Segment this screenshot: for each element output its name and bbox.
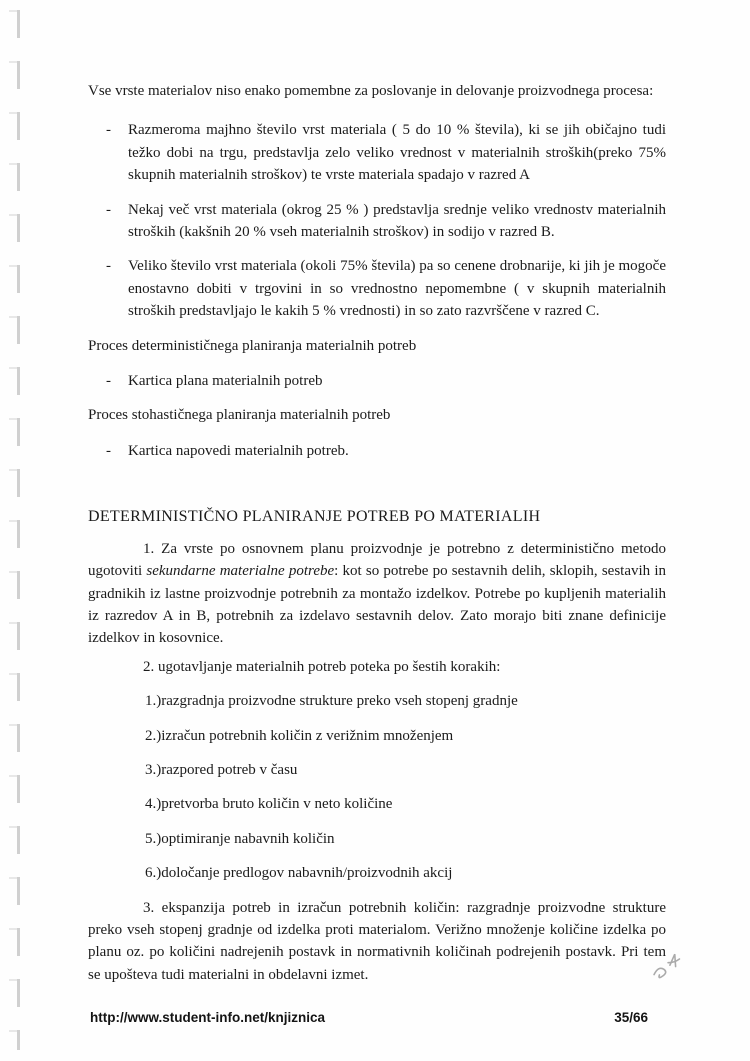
bullet-dash: - xyxy=(106,258,111,275)
handwritten-mark xyxy=(645,948,691,990)
step-item: 5.)optimiranje nabavnih količin xyxy=(145,830,335,847)
list-item-text: Kartica plana materialnih potreb xyxy=(128,373,323,390)
document-content xyxy=(88,0,666,992)
list-item xyxy=(88,370,666,392)
list-item-text: Nekaj več vrst materiala (okrog 25 % ) predstavlja srednje veliko vrednostv materialnih stroških (kakšnih 20 % vseh materialnih stroškov) in sodijo v razred B. xyxy=(128,201,666,241)
list-item xyxy=(88,119,666,186)
bullet-dash: - xyxy=(106,442,111,459)
paragraph-1 xyxy=(88,538,666,650)
list-item-text: Kartica napovedi materialnih potreb. xyxy=(128,442,349,459)
list-item-text: Razmeroma majhno število vrst materiala ( 5 do 10 % števila), ki se jih običajno tudi težko dobi na trgu, predstavlja zelo veliko vrednost v materialnih stroških(preko 75% skupnih materialnih stroškov) te vrste materiala spadajo v razred A xyxy=(128,122,666,184)
paragraph-2: 2. ugotavljanje materialnih potreb poteka po šestih korakih: xyxy=(143,658,501,675)
bullet-dash: - xyxy=(106,201,111,218)
paragraph-3: 3. ekspanzija potreb in izračun potrebnih količin: razgradnje proizvodne strukture preko vseh stopenj gradnje od izdelka proti materialom. Verižno množenje količine izdelka po planu oz. po količini nadrejenih postavk in normativnih količinah podrejenih postavk. Pri tem se upošteva tudi materialni in obdelavni izmet. xyxy=(88,899,666,983)
process-label: Proces stohastičnega planiranja materialnih potreb xyxy=(88,407,391,424)
step-item: 2.)izračun potrebnih količin z verižnim množenjem xyxy=(145,727,454,744)
footer-url: http://www.student-info.net/knjiznica xyxy=(90,1010,325,1025)
paragraph-1-italic-term: sekundarne materialne potrebe xyxy=(146,563,335,580)
step-item: 3.)razpored potreb v času xyxy=(145,761,298,778)
page-footer xyxy=(90,1010,648,1025)
paragraph-1-end: : kot so potrebe po sestavnih delih, sklopih, sestavih in gradnikih iz lastne proizvodnje potrebnih za montažo izdelkov. Potrebe po kupljenih materialih iz razredov A in B, potrebnih za izdelavo sestavnih delov. Zato morajo biti znane definicije izdelkov in kosovnice. xyxy=(88,563,667,647)
intro-paragraph: Vse vrste materialov niso enako pomembne za poslovanje in delovanje proizvodnega procesa: xyxy=(88,83,654,99)
step-item: 1.)razgradnja proizvodne strukture preko vseh stopenj gradnje xyxy=(145,693,518,710)
step-item: 4.)pretvorba bruto količin v neto količine xyxy=(145,796,393,813)
list-item xyxy=(88,440,666,462)
list-item xyxy=(88,199,666,244)
step-item: 6.)določanje predlogov nabavnih/proizvodnih akcij xyxy=(145,865,453,882)
process-label: Proces determinističnega planiranja materialnih potreb xyxy=(88,337,417,354)
list-item xyxy=(88,255,666,322)
paragraph-1-start: 1. Za vrste po osnovnem planu proizvodnje je potrebno z deterministično metodo ugotoviti xyxy=(88,540,666,580)
list-item-text: Veliko število vrst materiala (okoli 75% števila) pa so cenene drobnarije, ki jih je mogoče enostavno dobiti v trgovini in so vrednostno nepomembne ( v skupnih materialnih stroških predstavljajo le kakih 5 % vrednosti) in so zato razvrščene v razred C. xyxy=(128,258,666,320)
bullet-dash: - xyxy=(106,373,111,390)
bullet-dash: - xyxy=(106,122,111,139)
scan-binding-marks xyxy=(17,10,20,1050)
footer-page-number: 35/66 xyxy=(614,1010,648,1025)
section-heading: DETERMINISTIČNO PLANIRANJE POTREB PO MATERIALIH xyxy=(88,508,541,526)
